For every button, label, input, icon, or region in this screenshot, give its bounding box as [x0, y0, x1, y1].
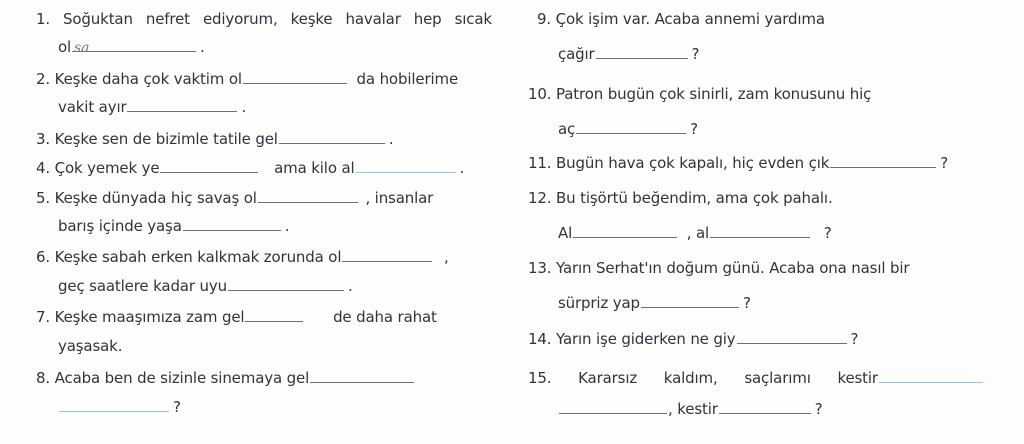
item-3-line-1 [36, 128, 393, 150]
item-10-line-2 [536, 118, 698, 140]
text: . [241, 98, 247, 116]
text: de daha rahat [333, 308, 437, 326]
text: Acaba ben de sizinle sinemaya gel [54, 369, 310, 387]
word: hep [413, 10, 442, 28]
item-number: 13. [528, 259, 552, 277]
text: Çok işim var. Acaba annemi yardıma [555, 10, 825, 28]
text: . [347, 277, 353, 295]
item-number: 8. [36, 369, 51, 387]
answer-blank[interactable] [559, 398, 667, 414]
item-6-line-2 [36, 275, 353, 297]
word: sıcak [454, 10, 492, 28]
word: keşke [290, 10, 333, 28]
item-12-line-2 [536, 222, 832, 244]
text: geç saatlere kadar uyu [58, 277, 227, 295]
answer-blank[interactable] [710, 222, 810, 238]
item-5-line-1 [36, 187, 433, 209]
word: kestir [837, 369, 878, 387]
text: . [388, 130, 394, 148]
answer-blank[interactable] [830, 152, 936, 168]
text: Keşke daha çok vaktim ol [54, 70, 242, 88]
answer-blank[interactable] [641, 292, 739, 308]
text: Yarın Serhat'ın doğum günü. Acaba ona nasıl bir [556, 259, 910, 277]
text: sürpriz yap [558, 294, 640, 312]
item-15-line-1 [528, 367, 984, 389]
text: ol [58, 38, 72, 56]
text: Al [558, 224, 573, 242]
answer-blank[interactable] [576, 118, 686, 134]
item-6-line-1 [36, 246, 449, 268]
item-number: 1. [36, 10, 51, 28]
text: ? [823, 224, 832, 242]
text: , [443, 248, 449, 266]
answer-blank[interactable] [72, 36, 196, 56]
answer-blank[interactable] [127, 96, 237, 112]
item-9-line-1 [528, 8, 825, 30]
text: ? [742, 294, 751, 312]
item-number: 4. [36, 159, 51, 177]
text: Keşke maaşımıza zam gel [54, 308, 245, 326]
text: Keşke sabah erken kalkmak zorunda ol [54, 248, 342, 266]
text: Patron bugün çok sinirli, zam konusunu hiç [556, 85, 872, 103]
word: havalar [345, 10, 401, 28]
item-number: 5. [36, 189, 51, 207]
item-2-line-2 [36, 96, 246, 118]
answer-blank[interactable] [59, 396, 169, 412]
item-11-line-1 [528, 152, 948, 174]
answer-blank[interactable] [258, 187, 358, 203]
item-13-line-1 [528, 257, 909, 279]
word: Soğuktan [63, 10, 133, 28]
item-number: 14. [528, 330, 552, 348]
item-8-line-2 [36, 396, 181, 418]
text: ? [691, 45, 700, 63]
answer-blank[interactable] [279, 128, 385, 144]
handwritten-answer: sa [74, 40, 90, 56]
item-number: 6. [36, 248, 51, 266]
item-number: 10. [528, 85, 552, 103]
answer-blank[interactable] [879, 367, 983, 383]
text: . [200, 38, 205, 56]
item-number: 9. [537, 10, 552, 28]
item-14-line-1 [528, 328, 858, 350]
answer-blank[interactable] [573, 222, 677, 238]
text: Yarın işe giderken ne giy [556, 330, 736, 348]
item-7-line-1 [36, 306, 437, 328]
text: vakit ayır [58, 98, 127, 116]
word: Kararsız [578, 369, 638, 387]
text: aç [558, 120, 576, 138]
item-7-line-2 [36, 335, 122, 357]
text: Çok yemek ye [54, 159, 160, 177]
text: ama kilo al [274, 159, 355, 177]
answer-blank[interactable] [310, 367, 414, 383]
word: saçlarımı [744, 369, 811, 387]
answer-blank[interactable] [356, 157, 456, 173]
answer-blank[interactable] [342, 246, 432, 262]
answer-blank[interactable] [160, 157, 258, 173]
answer-blank[interactable] [228, 275, 344, 291]
item-10-line-1 [528, 83, 871, 105]
item-number: 15. [528, 369, 552, 387]
text: da hobilerime [356, 70, 459, 88]
word: nefret [145, 10, 190, 28]
word: ediyorum, [202, 10, 278, 28]
text: ? [940, 154, 949, 172]
item-number: 2. [36, 70, 51, 88]
text: ? [850, 330, 859, 348]
text: yaşasak. [58, 337, 123, 355]
text: , al [686, 224, 710, 242]
item-number: 11. [528, 154, 552, 172]
item-5-line-2 [36, 215, 289, 237]
item-2-line-1 [36, 68, 458, 90]
item-15-line-2 [536, 398, 823, 420]
answer-blank[interactable] [245, 306, 303, 322]
text: ? [814, 400, 823, 418]
item-13-line-2 [536, 292, 751, 314]
item-number: 7. [36, 308, 51, 326]
item-1-line-2 [36, 36, 205, 58]
item-1-line-1 [36, 8, 492, 30]
answer-blank[interactable] [719, 398, 811, 414]
text: ? [690, 120, 698, 138]
answer-blank[interactable] [243, 68, 347, 84]
text: barış içinde yaşa [58, 217, 182, 235]
item-number: 12. [528, 189, 552, 207]
item-8-line-1 [36, 367, 415, 389]
text: çağır [558, 45, 595, 63]
text: Keşke dünyada hiç savaş ol [54, 189, 257, 207]
item-12-line-1 [528, 187, 833, 209]
word: kaldım, [663, 369, 718, 387]
item-number: 3. [36, 130, 51, 148]
text: Keşke sen de bizimle tatile gel [54, 130, 278, 148]
item-4-line-1 [36, 157, 464, 179]
text [837, 367, 984, 389]
text: , insanlar [365, 189, 434, 207]
text: . [459, 159, 465, 177]
text: . [284, 217, 290, 235]
text: , kestir [668, 400, 718, 418]
answer-blank[interactable] [183, 215, 281, 231]
text: ? [173, 398, 181, 416]
item-9-line-2 [536, 43, 699, 65]
answer-blank[interactable] [596, 43, 688, 59]
text: Bugün hava çok kapalı, hiç evden çık [556, 154, 830, 172]
answer-blank[interactable] [737, 328, 847, 344]
text: Bu tişörtü beğendim, ama çok pahalı. [556, 189, 833, 207]
